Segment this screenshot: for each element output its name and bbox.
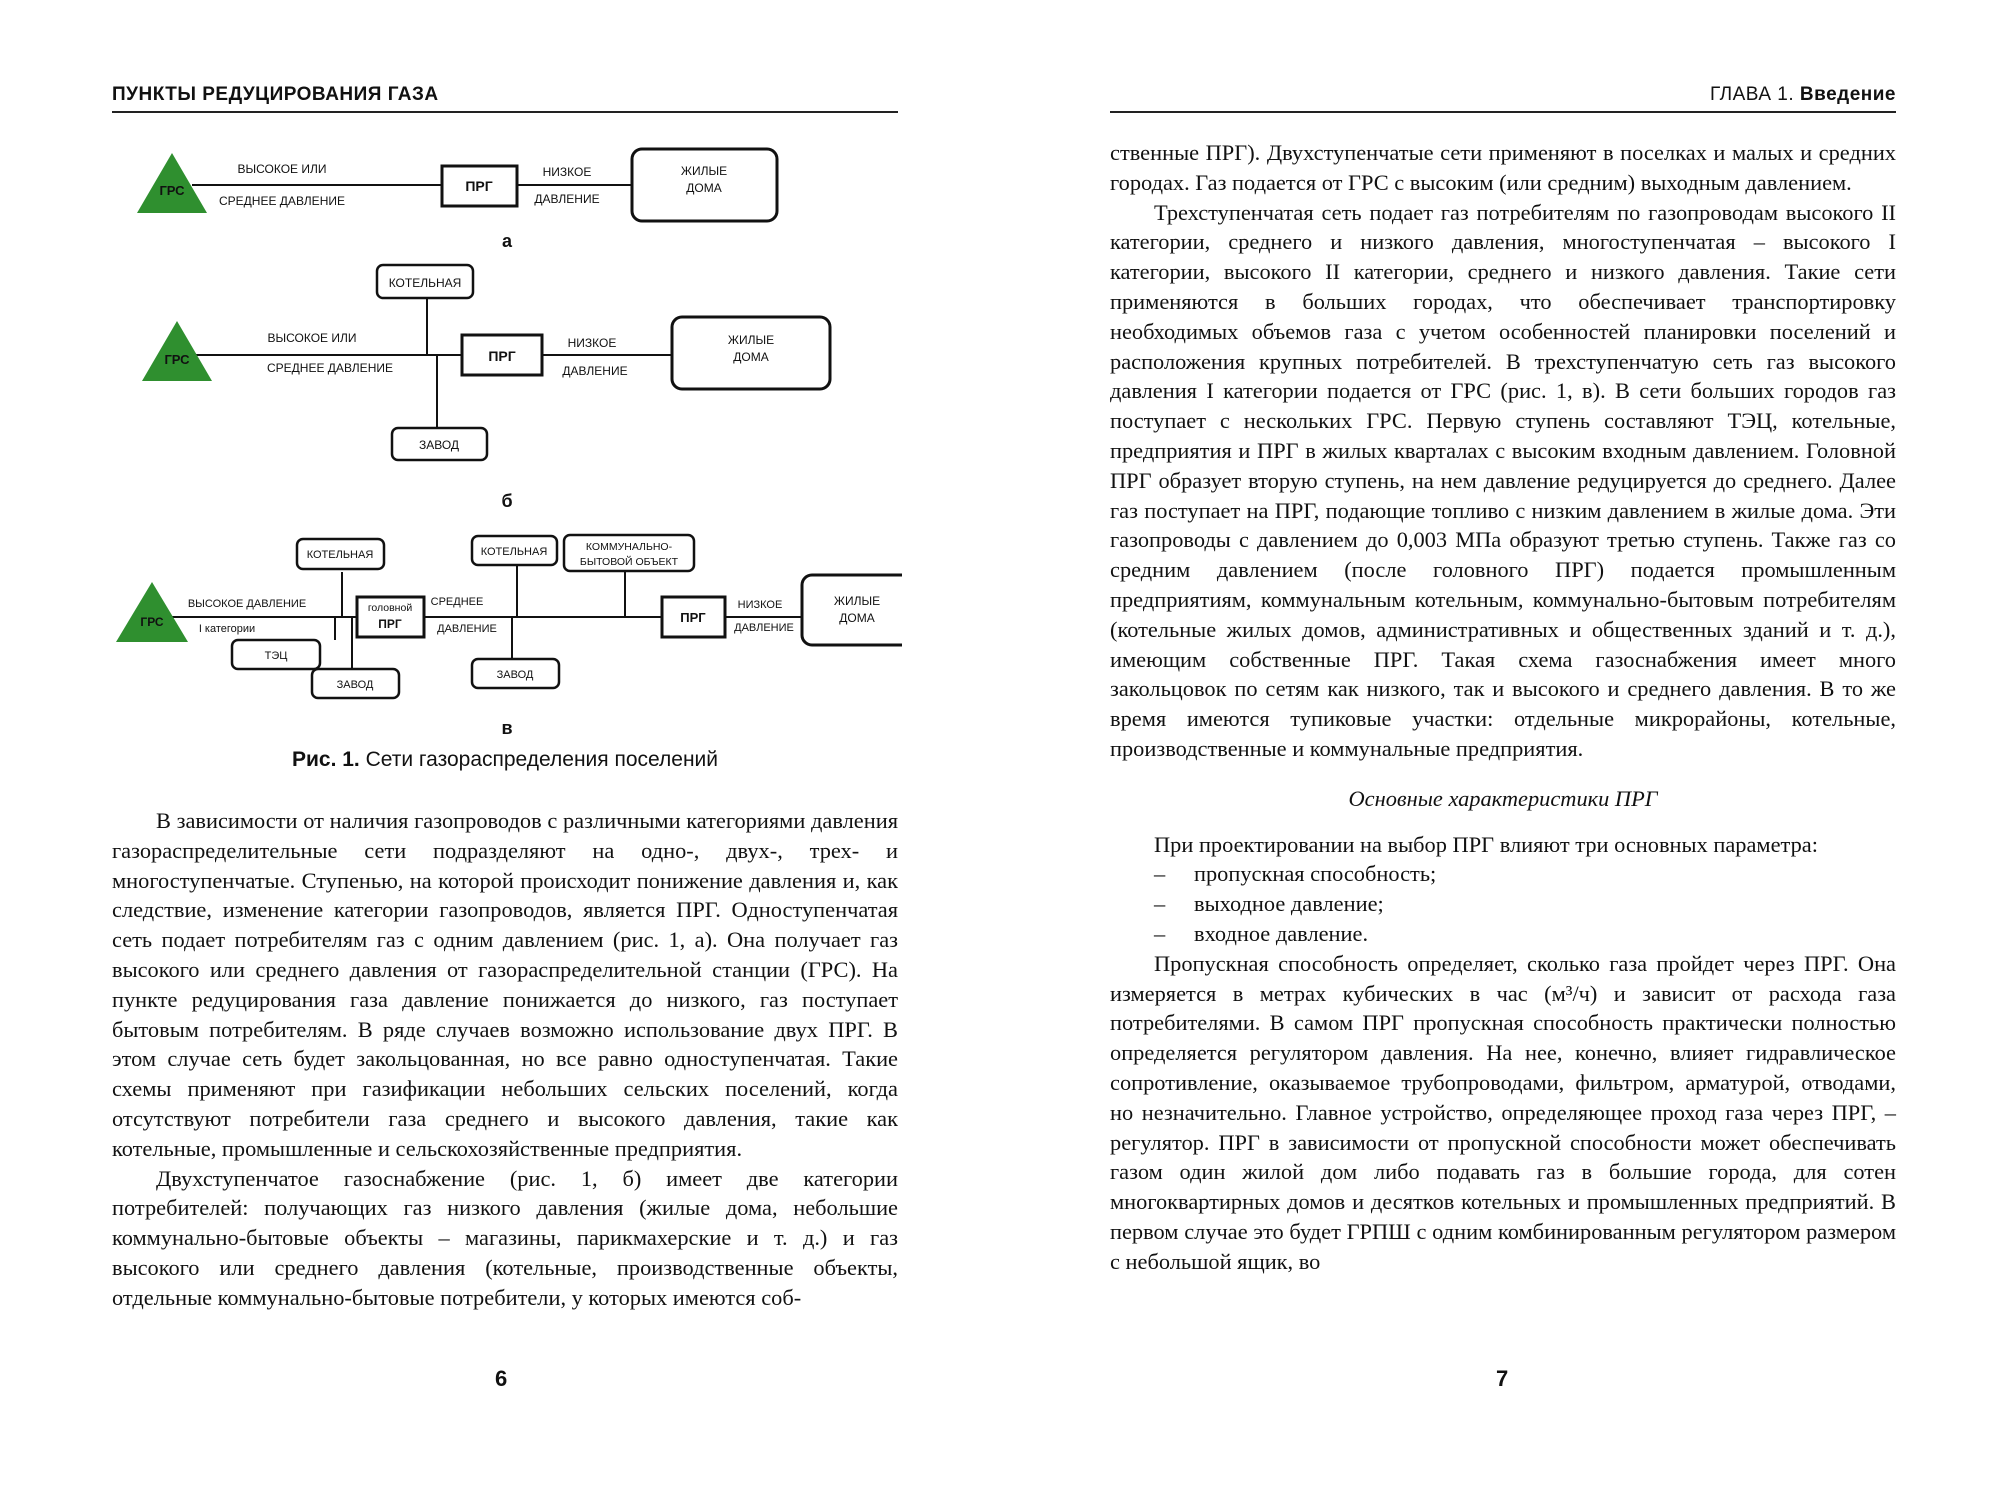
letter-b: б <box>501 491 513 511</box>
houses-2-a: ДОМА <box>686 181 722 195</box>
right-body-text <box>1110 138 1896 1276</box>
label-bottom-a: СРЕДНЕЕ ДАВЛЕНИЕ <box>219 194 345 208</box>
communal-label-1: КОММУНАЛЬНО- <box>585 541 673 553</box>
grs-label-c: ГРС <box>140 615 164 629</box>
page-number-right: 7 <box>1496 1366 1509 1391</box>
boiler-label-c1: КОТЕЛЬНАЯ <box>306 549 374 561</box>
prg-label-c: ПРГ <box>680 610 706 625</box>
low-bottom-c: ДАВЛЕНИЕ <box>734 622 794 634</box>
caption-text: Сети газораспределения поселений <box>359 748 718 771</box>
section-subheading: Основные характеристики ПРГ <box>1348 785 1658 811</box>
paragraph: Пропускная способность определяет, сколько газа пройдет через ПРГ. Она измеряется в метрах кубических в час (м³/ч) и зависит от расхода газа потребителями. В самом ПРГ пропускная способность практически полностью определяется регулятором давления. На нее, конечно, влияет гидравлическое сопротивление, оказываемое трубопроводами, фильтром, арматурой, отводами, но незначительно. Главное устройство, определяющее проход газа через ПРГ, – регулятор. ПРГ в зависимости от пропускной способности может обеспечивать газом один жилой дом либо подавать газ в большие города, для сотен многоквартирных домов и десятков котельных и промышленных предприятий. В первом случае это будет ГРПШ с одним комбинированным регулятором размером с небольшой ящик, во <box>1110 950 1896 1274</box>
paragraph: При проектировании на выбор ПРГ влияют три основных параметра: <box>1154 831 1818 857</box>
high-label-c: ВЫСОКОЕ ДАВЛЕНИЕ <box>187 598 307 610</box>
low-top-c: НИЗКОЕ <box>737 599 783 611</box>
left-body-text <box>112 806 898 1313</box>
list-item: – пропускная способность; <box>1110 859 1896 889</box>
boiler-label-c2: КОТЕЛЬНАЯ <box>480 546 548 558</box>
running-head-bold: Введение <box>1799 84 1896 105</box>
tec-label-c: ТЭЦ <box>264 650 288 662</box>
head-prg-label-2: ПРГ <box>378 617 402 631</box>
letter-a: а <box>501 231 513 251</box>
prg-label-a: ПРГ <box>465 178 493 194</box>
header-rule-right <box>1110 111 1896 113</box>
grs-triangle-c <box>116 582 188 642</box>
plant-label-c1: ЗАВОД <box>336 679 374 691</box>
caption-label: Рис. 1. <box>291 748 360 771</box>
page-number-left: 6 <box>495 1366 508 1391</box>
cat-label-c: I категории <box>198 623 256 635</box>
figure-caption <box>112 748 898 772</box>
paragraph: В зависимости от наличия газопроводов с различными категориями давления газораспределительные сети подразделяют на одно-, двух-, трех- и многоступенчатые. Ступенью, на которой происходит понижение давления и, как следствие, изменение категории газопроводов, является ПРГ. Одноступенчатая сеть подает потребителям газ с одним давлением (рис. 1, а). Она получает газ высокого или среднего давления от газораспределительной станции (ГРС). На пункте редуцирования газа давление понижается до низкого, газ поступает бытовым потребителям. В ряде случаев возможно использование двух ПРГ. В этом случае сеть будет закольцованная, но все равно одноступенчатая. Такие схемы применяют при газификации небольших сельских поселений, когда отсутствуют потребители газа среднего и высокого давления, такие как котельные, промышленные и сельскохозяйственные предприятия. <box>112 808 898 1161</box>
plant-label-c2: ЗАВОД <box>496 669 534 681</box>
plant-label-b: ЗАВОД <box>418 438 460 452</box>
mid-top-c: СРЕДНЕЕ <box>430 596 484 608</box>
right-page <box>1000 0 2000 1489</box>
label-top-b: ВЫСОКОЕ ИЛИ <box>267 331 357 345</box>
letter-c: в <box>501 718 513 738</box>
grs-triangle-b <box>142 321 212 381</box>
dash-marker: – <box>1154 861 1166 887</box>
houses-1-c: ЖИЛЫЕ <box>833 594 881 608</box>
boiler-label-b: КОТЕЛЬНАЯ <box>388 276 462 290</box>
houses-1-a: ЖИЛЫЕ <box>680 164 728 178</box>
low-top-a: НИЗКОЕ <box>542 165 592 179</box>
paragraph: Двухступенчатое газоснабжение (рис. 1, б) имеет две категории потребителей: получающих газ низкого давления (жилые дома, небольшие коммунально-бытовые объекты – магазины, парикмахерские и т. д.) и газ высокого или среднего давления (котельные, производственные объекты, отдельные коммунально-бытовые потребители, у которых имеются соб- <box>112 1165 898 1310</box>
label-top-a: ВЫСОКОЕ ИЛИ <box>237 162 327 176</box>
houses-2-b: ДОМА <box>733 350 769 364</box>
label-bottom-b: СРЕДНЕЕ ДАВЛЕНИЕ <box>267 361 393 375</box>
prg-label-b: ПРГ <box>488 348 516 364</box>
paragraph: Трехступенчатая сеть подает газ потребителям по газопроводам высокого II категории, среднего и низкого давления, многоступенчатая – высокого I категории, высокого II категории, среднего и низкого давления. Такие сети применяются в больших городах, что обеспечивает транспортировку необходимых объемов газа с учетом особенностей планировки поселений и расположения крупных потребителей. В трехступенчатую сеть газ высокого давления I категории подается от ГРС (рис. 1, в). В сети больших городов газ поступает с нескольких ГРС. Первую ступень составляют ТЭЦ, котельные, предприятия и ПРГ в жилых кварталах с высоким входным давлением. Головной ПРГ образует вторую ступень, на нем давление редуцируется до среднего. Далее газ поступает на ПРГ, подающие топливо с низким давлением в жилые дома. Эти газопроводы с давлением до 0,003 МПа образуют третью ступень. Также газ со средним давлением (после головного ПРГ) подается промышленным предприятиям, коммунальным котельным, коммунально-бытовым потребителям (котельные жилых домов, административных и общественных зданий и т. д.), имеющим собственные ПРГ. Такая схема газоснабжения имеет много закольцовок по сетям как низкого, так и высокого и среднего давления. В то же время имеются тупиковые участки: отдельные микрорайоны, котельные, производственные и коммунальные предприятия. <box>1110 199 1896 761</box>
houses-1-b: ЖИЛЫЕ <box>727 333 775 347</box>
dash-marker: – <box>1154 920 1166 946</box>
running-head-left: ПУНКТЫ РЕДУЦИРОВАНИЯ ГАЗА <box>112 84 439 105</box>
houses-2-c: ДОМА <box>839 611 875 625</box>
low-bottom-a: ДАВЛЕНИЕ <box>534 192 600 206</box>
grs-label-b: ГРС <box>164 352 190 367</box>
list-item: – выходное давление; <box>1110 889 1896 919</box>
running-head-right <box>1710 84 1896 106</box>
figure-gas-networks <box>112 135 902 775</box>
paragraph: ственные ПРГ). Двухступенчатые сети применяют в поселках и малых и средних городах. Газ подается от ГРС с высоким (или средним) выходным давлением. <box>1110 140 1896 195</box>
head-prg-label-1: головной <box>367 602 413 614</box>
houses-box-c <box>802 575 902 645</box>
header-rule-left <box>112 111 898 113</box>
grs-label-a: ГРС <box>159 183 185 198</box>
list-item: – входное давление. <box>1110 919 1896 949</box>
communal-label-2: БЫТОВОЙ ОБЪЕКТ <box>579 556 679 568</box>
low-top-b: НИЗКОЕ <box>567 336 617 350</box>
dash-marker: – <box>1154 891 1166 917</box>
low-bottom-b: ДАВЛЕНИЕ <box>562 364 628 378</box>
running-head-prefix: ГЛАВА 1. <box>1709 84 1800 105</box>
mid-bottom-c: ДАВЛЕНИЕ <box>437 623 497 635</box>
